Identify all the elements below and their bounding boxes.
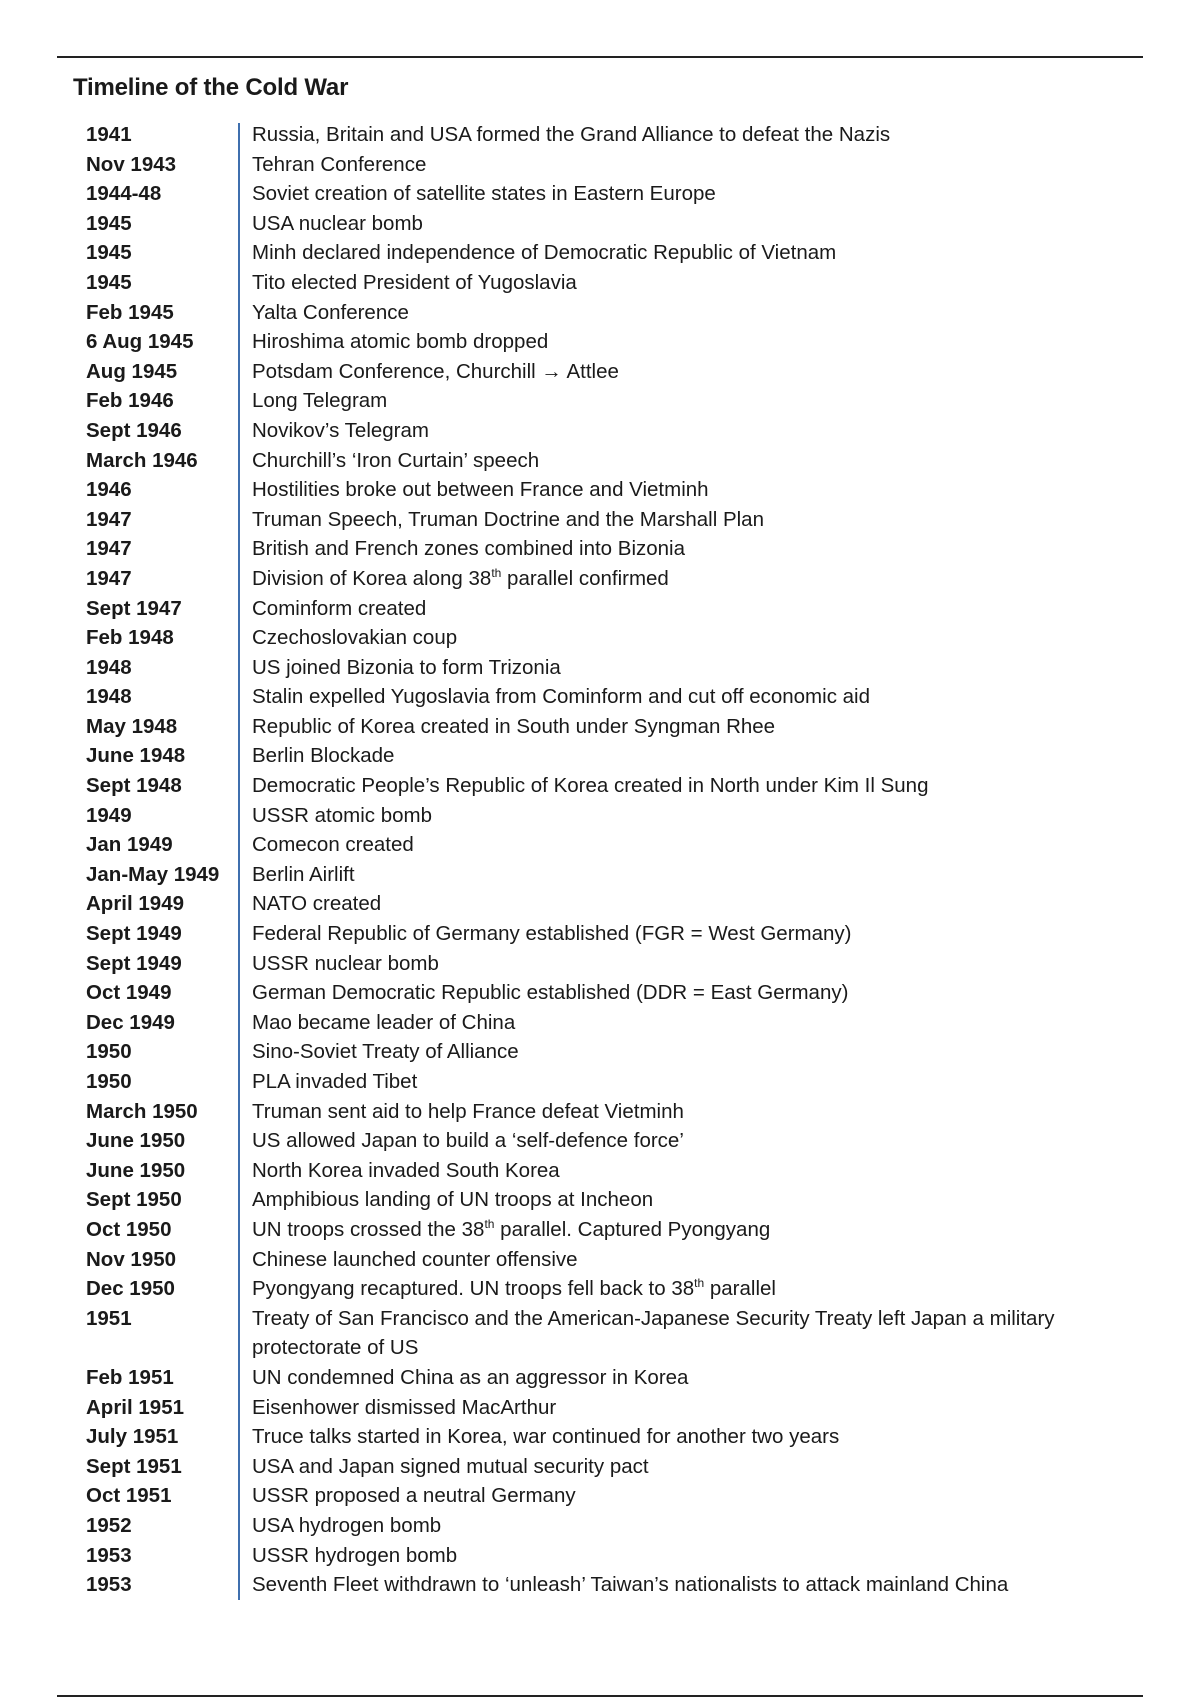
event-description [252, 564, 1136, 594]
event-description: Seventh Fleet withdrawn to ‘unleash’ Taiwan’s nationalists to attack mainland China [252, 1573, 1009, 1597]
timeline-row [86, 446, 1136, 476]
bottom-rule [57, 1695, 1143, 1697]
event-text-part: parallel [704, 1277, 776, 1301]
timeline-row [86, 949, 1136, 979]
ordinal-suffix: th [484, 1217, 495, 1232]
event-description: Tito elected President of Yugoslavia [252, 270, 577, 294]
timeline-row [86, 978, 1136, 1008]
timeline-row [86, 1481, 1136, 1511]
event-date: Feb 1945 [86, 300, 174, 324]
event-description: Yalta Conference [252, 300, 409, 324]
event-date: 1953 [86, 1543, 132, 1567]
timeline-row [86, 1008, 1136, 1038]
timeline-row [86, 120, 1136, 150]
timeline-row [86, 386, 1136, 416]
event-description: Truman Speech, Truman Doctrine and the Marshall Plan [252, 507, 764, 531]
event-date: Sept 1946 [86, 418, 182, 442]
timeline-row [86, 682, 1136, 712]
event-description: USA and Japan signed mutual security pact [252, 1454, 649, 1478]
timeline-row [86, 1156, 1136, 1186]
event-text-part: UN troops crossed the 38 [252, 1217, 485, 1241]
event-date: 1946 [86, 478, 132, 502]
timeline-row [86, 505, 1136, 535]
timeline-row [86, 1245, 1136, 1275]
event-text-part: parallel confirmed [501, 566, 669, 590]
event-description: Berlin Blockade [252, 744, 395, 768]
event-date: April 1951 [86, 1395, 184, 1419]
event-description [252, 1215, 1136, 1245]
timeline-row [86, 534, 1136, 564]
timeline-row [86, 327, 1136, 357]
event-date: 1950 [86, 1040, 132, 1064]
event-description: Cominform created [252, 596, 427, 620]
timeline-row [86, 150, 1136, 180]
event-date: 1945 [86, 211, 132, 235]
event-date: Oct 1950 [86, 1217, 172, 1241]
timeline-row [86, 1126, 1136, 1156]
event-date: Nov 1950 [86, 1247, 177, 1271]
event-date: May 1948 [86, 714, 178, 738]
timeline-row [86, 1067, 1136, 1097]
event-description: Sino-Soviet Treaty of Alliance [252, 1040, 519, 1064]
event-description: USSR proposed a neutral Germany [252, 1484, 576, 1508]
timeline-row [86, 179, 1136, 209]
timeline-row [86, 1511, 1136, 1541]
timeline-row [86, 860, 1136, 890]
event-description: Russia, Britain and USA formed the Grand Alliance to defeat the Nazis [252, 123, 891, 146]
timeline-row [86, 801, 1136, 831]
event-description: USSR hydrogen bomb [252, 1543, 458, 1567]
event-description: British and French zones combined into Bizonia [252, 537, 686, 561]
event-date: 1948 [86, 655, 132, 679]
event-description: Truman sent aid to help France defeat Vietminh [252, 1099, 684, 1123]
event-description: Novikov’s Telegram [252, 418, 429, 442]
event-date: 1941 [86, 123, 132, 146]
event-date: March 1950 [86, 1099, 198, 1123]
event-date: March 1946 [86, 448, 198, 472]
timeline-row [86, 830, 1136, 860]
event-date: 1945 [86, 241, 132, 265]
timeline-row [86, 298, 1136, 328]
event-description: Berlin Airlift [252, 862, 355, 886]
event-date: 1944-48 [86, 182, 162, 206]
timeline-row [86, 209, 1136, 239]
event-description: Soviet creation of satellite states in Eastern Europe [252, 182, 716, 206]
event-description: UN condemned China as an aggressor in Korea [252, 1365, 689, 1389]
event-description: PLA invaded Tibet [252, 1070, 418, 1093]
ordinal-suffix: th [694, 1276, 705, 1291]
event-text-part: parallel. Captured Pyongyang [494, 1217, 771, 1241]
event-date: 1945 [86, 270, 132, 294]
ordinal-suffix: th [491, 566, 502, 581]
event-description: Federal Republic of Germany established (FGR = West Germany) [252, 922, 852, 946]
timeline-row [86, 1037, 1136, 1067]
event-date: Oct 1949 [86, 981, 172, 1005]
event-date: Feb 1948 [86, 626, 174, 650]
timeline-row [86, 1274, 1136, 1304]
event-date: 1947 [86, 507, 132, 531]
event-date: 1947 [86, 566, 132, 590]
event-date: Sept 1949 [86, 951, 182, 975]
page-title: Timeline of the Cold War [73, 74, 349, 101]
event-date: June 1948 [86, 744, 186, 768]
event-description: Mao became leader of China [252, 1010, 516, 1034]
event-description: US allowed Japan to build a ‘self-defence force’ [252, 1129, 684, 1153]
event-description: Potsdam Conference, Churchill → Attlee [252, 359, 619, 383]
event-date: 1953 [86, 1573, 132, 1597]
event-description: Czechoslovakian coup [252, 626, 458, 650]
event-description: Long Telegram [252, 389, 388, 413]
event-description: US joined Bizonia to form Trizonia [252, 655, 561, 679]
event-description: Hiroshima atomic bomb dropped [252, 330, 549, 354]
event-description: German Democratic Republic established (DDR = East Germany) [252, 981, 849, 1005]
event-description [252, 1274, 1136, 1304]
event-description: Comecon created [252, 833, 414, 857]
event-description: USSR nuclear bomb [252, 951, 439, 975]
event-description: Eisenhower dismissed MacArthur [252, 1395, 557, 1419]
event-date: Sept 1947 [86, 596, 182, 620]
timeline-row [86, 1541, 1136, 1571]
event-description: Chinese launched counter offensive [252, 1247, 578, 1271]
timeline-row [86, 919, 1136, 949]
timeline-row [86, 1215, 1136, 1245]
timeline-row [86, 889, 1136, 919]
top-rule [57, 56, 1143, 58]
event-date: 1948 [86, 685, 132, 709]
timeline-row [86, 741, 1136, 771]
event-date: 1951 [86, 1306, 132, 1330]
timeline-row [86, 712, 1136, 742]
event-date: July 1951 [86, 1425, 179, 1449]
event-date: June 1950 [86, 1129, 186, 1153]
event-date: Oct 1951 [86, 1484, 172, 1508]
event-description: Democratic People’s Republic of Korea created in North under Kim Il Sung [252, 774, 929, 798]
event-date: Feb 1946 [86, 389, 174, 413]
event-description: USA hydrogen bomb [252, 1513, 442, 1537]
event-description: Hostilities broke out between France and Vietminh [252, 478, 709, 502]
event-date: 1950 [86, 1070, 132, 1093]
timeline-divider [238, 123, 240, 1600]
event-date: Sept 1950 [86, 1188, 182, 1212]
event-date: Nov 1943 [86, 152, 177, 176]
event-description: Treaty of San Francisco and the American-Japanese Security Treaty left Japan a military protectorate of US [252, 1306, 1055, 1360]
timeline-row [86, 594, 1136, 624]
timeline-row [86, 475, 1136, 505]
event-date: Jan 1949 [86, 833, 173, 857]
timeline-row [86, 1185, 1136, 1215]
timeline-row [86, 1304, 1136, 1363]
event-date: April 1949 [86, 892, 184, 916]
event-description: Minh declared independence of Democratic Republic of Vietnam [252, 241, 837, 265]
timeline-row [86, 1393, 1136, 1423]
event-date: Sept 1951 [86, 1454, 182, 1478]
event-date: June 1950 [86, 1158, 186, 1182]
event-description: Stalin expelled Yugoslavia from Cominform and cut off economic aid [252, 685, 870, 709]
timeline-row [86, 771, 1136, 801]
event-description: North Korea invaded South Korea [252, 1158, 560, 1182]
event-date: 1952 [86, 1513, 132, 1537]
event-date: Dec 1949 [86, 1010, 175, 1034]
timeline-row [86, 1422, 1136, 1452]
event-date: 1947 [86, 537, 132, 561]
event-date: Sept 1949 [86, 922, 182, 946]
event-text-part: Pyongyang recaptured. UN troops fell back to 38 [252, 1277, 695, 1301]
event-date: 1949 [86, 803, 132, 827]
timeline-row [86, 1363, 1136, 1393]
event-date: Aug 1945 [86, 359, 178, 383]
event-description: Amphibious landing of UN troops at Incheon [252, 1188, 654, 1212]
timeline-table [86, 120, 1136, 1600]
timeline-row [86, 1570, 1136, 1600]
event-description: NATO created [252, 892, 382, 916]
event-description: Tehran Conference [252, 152, 427, 176]
timeline-row [86, 238, 1136, 268]
timeline-row [86, 268, 1136, 298]
timeline-row [86, 623, 1136, 653]
event-date: Sept 1948 [86, 774, 182, 798]
event-description: USA nuclear bomb [252, 211, 423, 235]
timeline-row [86, 1097, 1136, 1127]
event-description: Republic of Korea created in South under Syngman Rhee [252, 714, 776, 738]
event-date: Dec 1950 [86, 1277, 175, 1301]
event-date: 6 Aug 1945 [86, 330, 194, 354]
timeline-row [86, 357, 1136, 387]
timeline-row [86, 564, 1136, 594]
event-description: USSR atomic bomb [252, 803, 433, 827]
event-text-part: Division of Korea along 38 [252, 566, 492, 590]
timeline-row [86, 416, 1136, 446]
event-description: Truce talks started in Korea, war continued for another two years [252, 1425, 840, 1449]
event-date: Jan-May 1949 [86, 862, 220, 886]
event-date: Feb 1951 [86, 1365, 174, 1389]
event-description: Churchill’s ‘Iron Curtain’ speech [252, 448, 540, 472]
timeline-row [86, 653, 1136, 683]
timeline-row [86, 1452, 1136, 1482]
